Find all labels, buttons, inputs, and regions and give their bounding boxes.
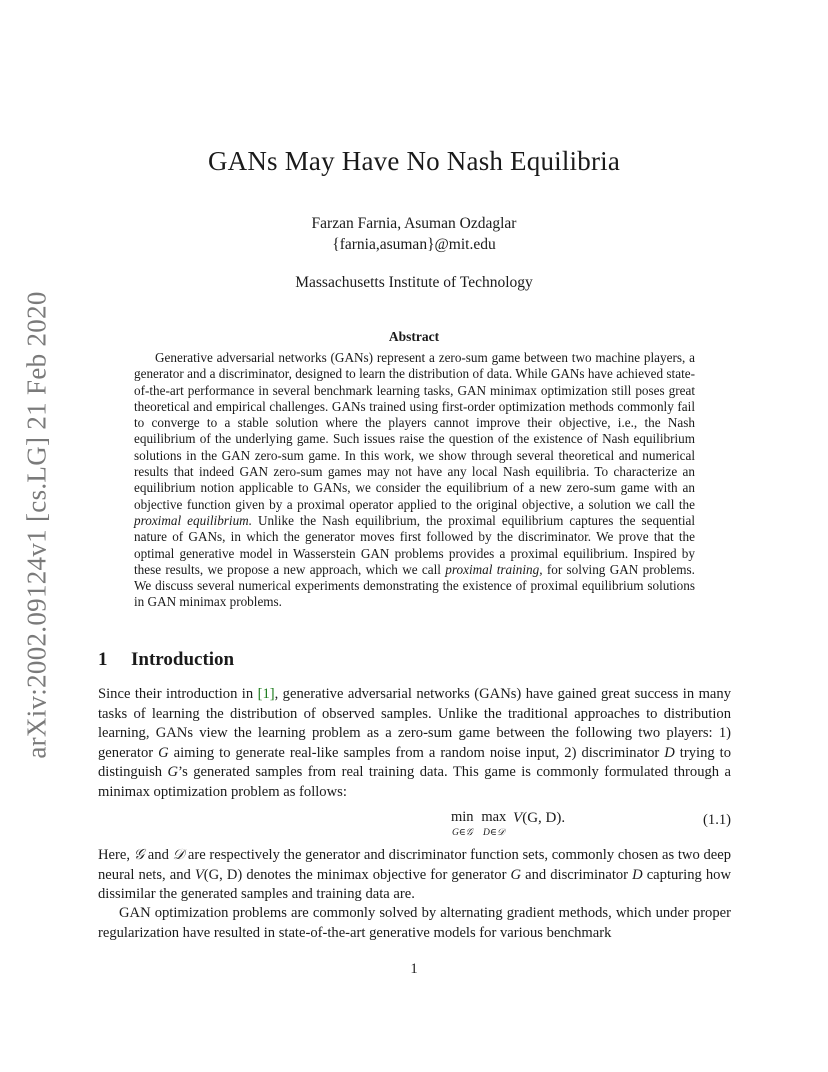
math-args: (G, D). (522, 810, 566, 826)
objective-expression (513, 810, 565, 826)
section-heading-introduction (98, 649, 234, 671)
authors: Farzan Farnia, Asuman Ozdaglar (311, 215, 517, 232)
intro-text: aiming to generate real-like samples from a random noise input, 2) discriminator (168, 744, 665, 761)
abstract-text-3: for solving GAN problems. We discuss several numerical experiments demonstrating the existence of proximal equilibrium solutions in GAN minimax problems. (134, 561, 695, 610)
equation-number: (1.1) (703, 812, 731, 828)
arxiv-identifier: arXiv:2002.09124v1 [cs.LG] 21 Feb 2020 (21, 291, 52, 759)
math-symbol: 𝒟 (172, 847, 185, 863)
intro-text: and (144, 847, 173, 863)
math-symbol: D (664, 744, 675, 761)
math-symbol: 𝒢 (133, 847, 145, 863)
max-subscript: D∈𝒟 (483, 827, 505, 838)
affiliation: Massachusetts Institute of Technology (295, 274, 533, 291)
page-number: 1 (410, 961, 418, 977)
intro-text: , generative adversarial networks (GANs) have gained great success in many tasks of learning the distribution of observed samples. Unlike the traditional approaches to distribution learning, GANs view the learning problem as a zero-sum game between the following two players: 1) generator (98, 686, 731, 761)
max-operator (481, 810, 506, 838)
abstract-text-1: Generative adversarial networks (GANs) represent a zero-sum game between two machine players, a generator and a discriminator, designed to learn the distribution of data. While GANs have achieved state-of-the-art performance in several benchmark learning tasks, GAN minimax optimization still poses great theoretical and empirical challenges. GANs trained using first-order optimization methods commonly fail to converge to a stable solution where the players cannot improve their objective, i.e., the Nash equilibrium of the underlying game. Such issues raise the question of the existence of Nash equilibrium solutions in the GAN zero-sum game. In this work, we show through several theoretical and numerical results that indeed GAN zero-sum games may not have any local Nash equilibria. To characterize an equilibrium notion applicable to GANs, we consider the equilibrium of a new zero-sum game with an objective function given by a proximal operator applied to the original objective, a solution we call the (134, 350, 695, 512)
abstract-text-2: Unlike the Nash equilibrium, the proximal equilibrium captures the sequential nature of GANs, in which the generator moves first followed by the discriminator. We prove that the optimal generative model in Wasserstein GAN problems provides a proximal equilibrium. Inspired by these results, we propose a new approach, which we call (134, 512, 695, 577)
intro-text: capturing how dissimilar the generated samples and training data are. (98, 866, 731, 903)
abstract-emphasis-proximal-equilibrium: proximal equilibrium. (134, 512, 252, 528)
intro-text: Here, (98, 847, 134, 863)
abstract-body (134, 350, 695, 611)
paper-title: GANs May Have No Nash Equilibria (207, 146, 621, 176)
math-args: (G, D) (203, 866, 243, 883)
intro-text: denotes the minimax objective for generator (242, 866, 511, 883)
intro-paragraph-3: GAN optimization problems are commonly solved by alternating gradient methods, which under proper regularization have resulted in state-of-the-art generative models for various benchmark (98, 905, 731, 941)
math-symbol: G (167, 764, 179, 781)
abstract-heading: Abstract (388, 329, 440, 344)
intro-paragraph-2 (98, 846, 731, 905)
equation-1-1 (98, 808, 731, 842)
math-symbol: D (632, 866, 643, 883)
section-number: 1 (98, 649, 108, 670)
intro-text: Since their introduction in (98, 686, 258, 702)
author-email: {farnia,asuman}@mit.edu (332, 236, 496, 253)
max-word: max (481, 809, 507, 825)
min-subscript: G∈𝒢 (451, 827, 473, 838)
equation-body (451, 810, 565, 838)
abstract-emphasis-proximal-training: proximal training, (445, 561, 543, 577)
math-symbol: V (194, 866, 204, 883)
intro-text: ’s generated samples from real training data. This game is commonly formulated through a minimax optimization problem as follows: (98, 764, 731, 800)
intro-text: are respectively the generator and discriminator function sets, commonly chosen as two deep neural nets, and (98, 847, 732, 883)
intro-text: trying to distinguish (98, 744, 731, 781)
min-operator (451, 810, 474, 838)
intro-paragraph-1 (98, 685, 731, 803)
math-symbol: V (513, 810, 523, 826)
min-word: min (451, 809, 474, 825)
citation-link[interactable]: [1] (257, 686, 275, 702)
math-symbol: G (158, 744, 169, 761)
intro-text: and discriminator (521, 866, 633, 883)
section-title: Introduction (131, 649, 235, 670)
math-symbol: G (510, 866, 522, 883)
